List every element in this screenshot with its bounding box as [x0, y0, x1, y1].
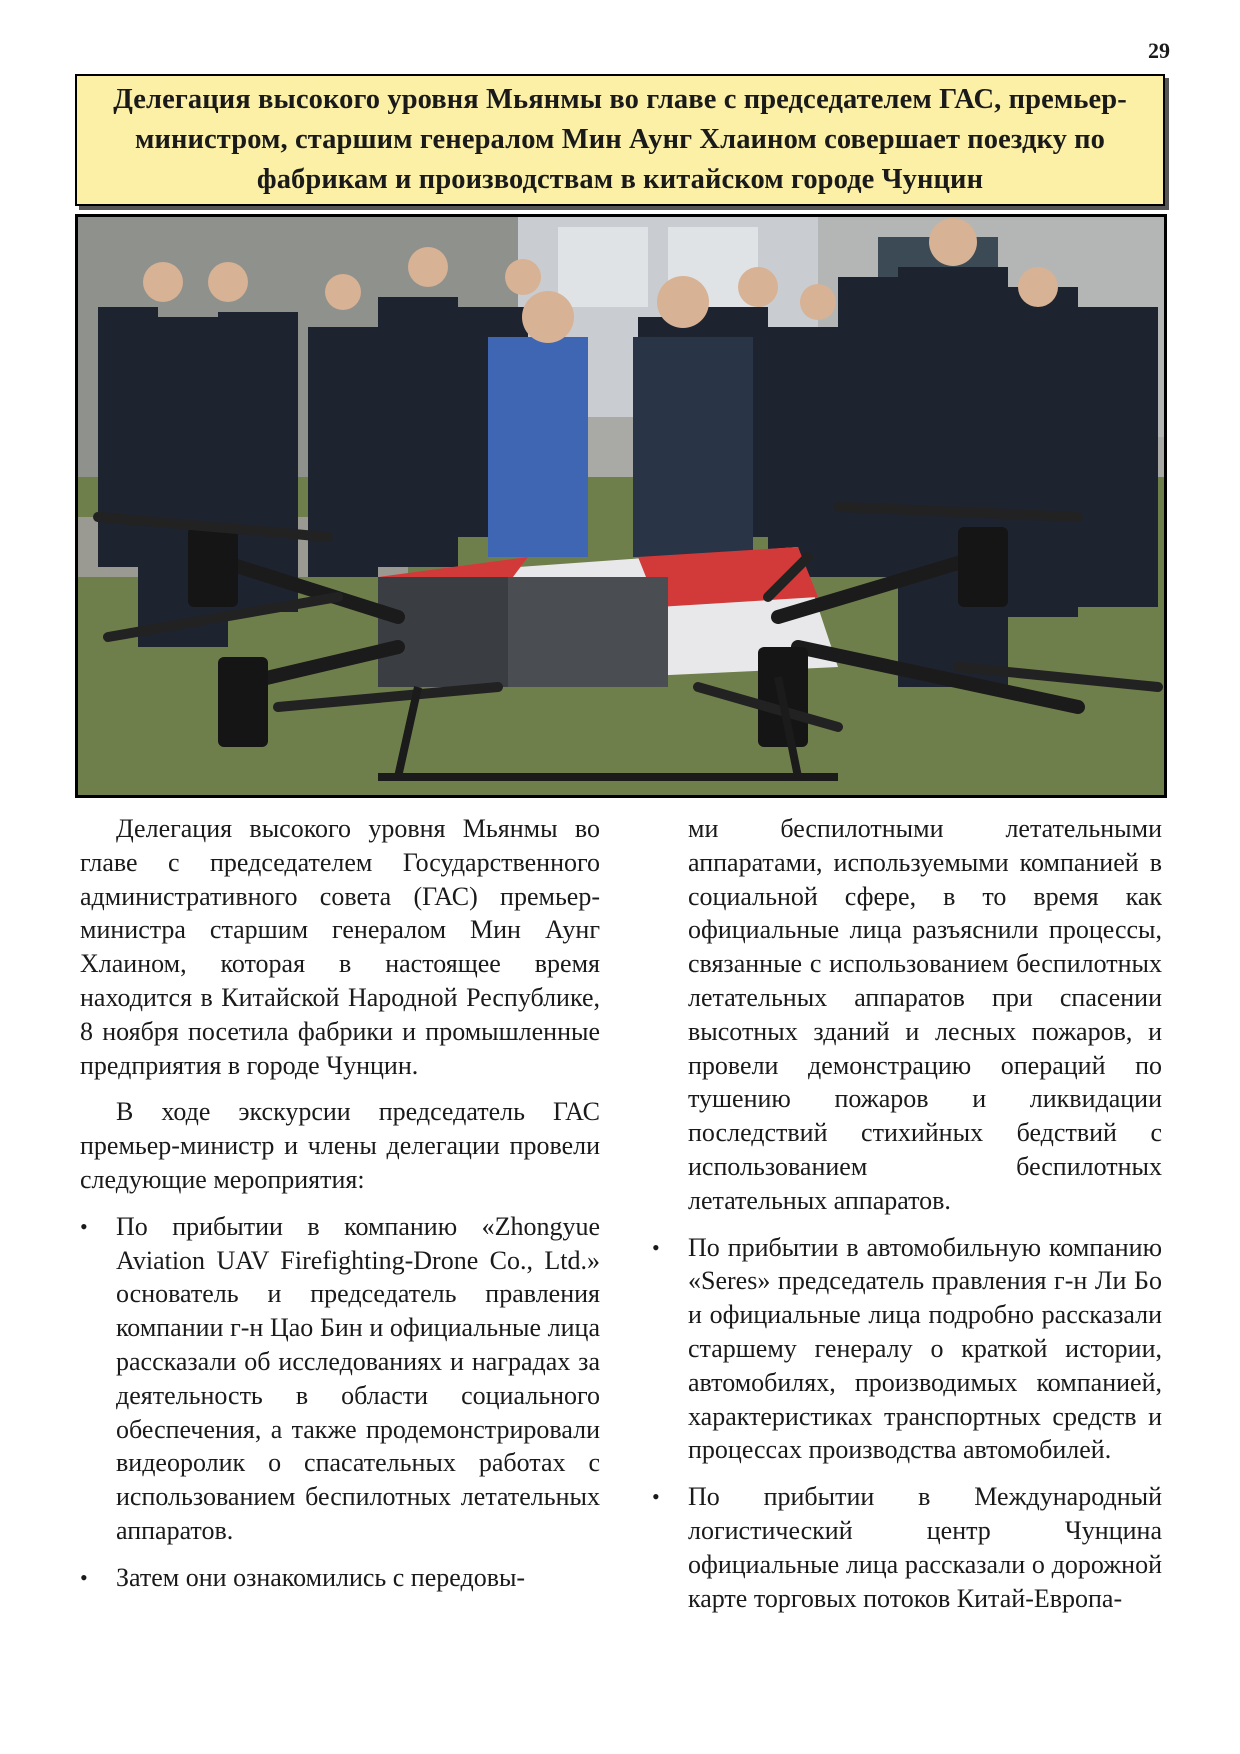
photo-delegation-drone	[75, 214, 1167, 798]
bullet-icon: •	[652, 1484, 660, 1510]
right-column	[652, 812, 1162, 1628]
list-item	[652, 1231, 1162, 1468]
activity-list-continued	[652, 1231, 1162, 1616]
paragraph-activities: В ходе экскурсии председатель ГАС премьер-министр и члены делегации провели следующие мероприятия:	[80, 1097, 600, 1194]
headline: Делегация высокого уровня Мьянмы во главе с председателем ГАС, премьер-министром, старшим генералом Мин Аунг Хлаином совершает поездку по фабрикам и производствам в китайском городе Чунцин	[113, 84, 1127, 195]
bullet-icon: •	[652, 1234, 660, 1260]
paragraph-intro: Делегация высокого уровня Мьянмы во главе с председателем Государственного административного совета (ГАС) премьер-министра старшим генералом Мин Аунг Хлаином, которая в настоящее время находится в Китайской Народной Республике, 8 ноября посетила фабрики и промышленные предприятия в городе Чунцин.	[80, 814, 600, 1080]
list-item	[80, 1561, 600, 1595]
activity-list	[80, 1210, 600, 1595]
bullet-text: По прибытии в компанию «Zhongyue Aviation UAV Firefighting-Drone Co., Ltd.» основатель и председатель правления компании г-н Цао Бин и официальные лица рассказали об исследованиях и наградах за деятельность в области социального обеспечения, а также продемонстрировали видеоролик о спасательных работах с использованием беспилотных летательных аппаратов.	[116, 1211, 600, 1545]
bullet-icon: •	[80, 1564, 88, 1590]
page-number: 29	[1148, 38, 1170, 63]
bullet-text: По прибытии в автомобильную компанию «Seres» председатель правления г-н Ли Бо и официальные лица подробно рассказали старшему генералу о краткой истории, автомобилях, производимых компанией, характеристиках транспортных средств и процессах производства автомобилей.	[688, 1232, 1162, 1465]
bullet-text: Затем они ознакомились с передовы-	[116, 1562, 526, 1592]
headline-box	[75, 74, 1165, 206]
list-item	[80, 1210, 600, 1548]
bullet-icon: •	[80, 1213, 88, 1239]
left-column	[80, 812, 600, 1608]
list-item	[652, 1480, 1162, 1615]
bullet-text: По прибытии в Международный логистический центр Чунцина официальные лица рассказали о дорожной карте торговых потоков Китай-Европа-	[688, 1482, 1162, 1613]
photo-illustration	[78, 217, 1164, 795]
bullet-continuation: ми беспилотными летательными аппаратами, используемыми компанией в социальной сфере, в то время как официальные лица разъяснили процессы, связанные с использованием беспилотных летательных аппаратов при спасении высотных зданий и лесных пожаров, и провели демонстрацию операций по тушению пожаров и ликвидации последствий стихийных бедствий с использованием беспилотных летательных аппаратов.	[688, 814, 1162, 1215]
